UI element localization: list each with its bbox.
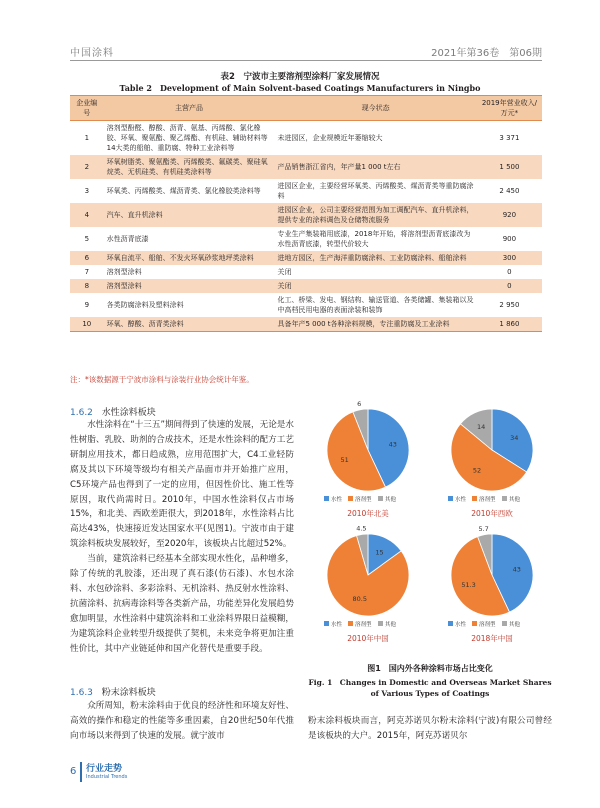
cell-revenue: 0 [477, 279, 542, 293]
cell-status: 产品销售浙江省内，年产量1 000 t左右 [275, 155, 477, 179]
cell-product: 汽车、直升机涂料 [104, 203, 275, 227]
table-note: 注：*该数据源于宁波市涂料与涂装行业协会统计年鉴。 [70, 375, 254, 384]
cell-product: 环氧树脂类、聚氨酯类、丙烯酸类、氟碳类、聚硅氧烷类、无机硅类、有机硅类涂料等 [104, 155, 275, 179]
paragraph: 众所周知，粉末涂料由于优良的经济性和环境友好性、高效的操作和稳定的性能等多重因素，自20世纪50年代推向市场以来得到了快速的发展。就宁波市 [70, 701, 294, 741]
legend-label: 其他 [385, 497, 397, 503]
figure-caption-cn: 图1 国内外各种涂料市场占比变化 [367, 664, 493, 673]
pie-chart [448, 525, 533, 643]
pie-chart [448, 409, 533, 518]
cell-no: 10 [70, 317, 104, 332]
cell-product: 溶剂型涂料 [104, 265, 275, 279]
cell-product: 溶剂型酚醛、醇酸、沥青、氨基、丙烯酸、氯化橡胶、环氧、聚氨酯、聚乙烯酯、有机硅、辅助材料等14大类的船舶、重防腐、特种工业涂料等 [104, 121, 275, 156]
section-number: 1.6.3 [70, 688, 93, 698]
paragraph: 水性涂料在“十三五”期间得到了快速的发展，无论是水性树脂、乳胶、助剂的合成技术，还是水性涂料的配方工艺研制应用技术，都日趋成熟，应用范围扩大，C4工业轻防腐及其以下环境等级均有相关产品面市并开始推广应用，C5环境产品也得到了一定的应用，但因性价比、施工性等原因，取代尚需时日。2010年，中国水性涂料仅占市场15%，和北美、西欧差距很大，到2018年，水性涂料占比高达43%，快速接近发达国家水平(见图1)。宁波市由于建筑涂料板块发展较好，至2020年，该板块占比超过52%。 [70, 420, 294, 550]
legend-label: 溶剂型 [479, 497, 496, 503]
paragraph: 当前，建筑涂料已经基本全部实现水性化，品种增多，除了传统的乳胶漆，还出现了真石漆(仿石漆)、水包水涂料、水包砂涂料、多彩涂料、无机涂料、热反射水性涂料、抗菌涂料、抗病毒涂料等各类新产品，功能差异化发展趋势愈加明显，水性涂料中建筑涂料和工业涂料界限日益模糊，为建筑涂料企业转型升级提供了契机，未来竞争将更加注重性价比，其中产业链延伸和国产化替代是重要手段。 [70, 554, 294, 654]
section-heading-163 [70, 685, 156, 698]
pie-title: 2010年西欧 [471, 509, 513, 518]
legend-label: 其他 [509, 497, 521, 503]
table-row [70, 293, 542, 317]
section-162-body [70, 418, 294, 657]
legend-swatch [448, 621, 453, 626]
slice-label: 51.3 [461, 580, 476, 589]
figure-caption-en-line2: of Various Types of Coatings [370, 689, 490, 698]
section-163-body [70, 699, 294, 744]
cell-no: 4 [70, 203, 104, 227]
slice-label: 43 [388, 440, 397, 449]
pie-chart [324, 400, 409, 518]
cell-revenue: 3 371 [477, 121, 542, 156]
paragraph: 粉末涂料板块而言，阿克苏诺贝尔粉末涂料(宁波)有限公司曾经是该板块的大户。2015年，阿克苏诺贝尔 [308, 716, 552, 741]
cell-status: 化工、桥梁、发电、钢结构、输送管道、各类储罐、集装箱以及中高档民用电器的表面涂装和装饰 [275, 293, 477, 317]
cell-no: 6 [70, 251, 104, 265]
legend-label: 溶剂型 [355, 622, 372, 628]
col-header-product: 主营产品 [104, 96, 275, 121]
legend-swatch [502, 496, 507, 501]
legend-label: 其他 [509, 622, 521, 628]
slice-label: 43 [512, 565, 521, 574]
legend-swatch [348, 496, 353, 501]
cell-no: 5 [70, 227, 104, 251]
cell-product: 环氧类、丙烯酸类、煤沥青类、氯化橡胶类涂料等 [104, 179, 275, 203]
pie-title: 2010年中国 [347, 634, 389, 643]
cell-status: 具备年产5 000 t各种涂料规模，专注重防腐及工业涂料 [275, 317, 477, 332]
table-row [70, 279, 542, 293]
table-row [70, 265, 542, 279]
slice-label: 14 [477, 422, 486, 431]
cell-status: 进地方园区，生产海洋重防腐涂料、工业防腐涂料、船舶涂料 [275, 251, 477, 265]
slice-label: 5.7 [478, 524, 489, 533]
table-row [70, 155, 542, 179]
section-title: 水性涂料板块 [101, 408, 156, 418]
table-row [70, 317, 542, 332]
cell-revenue: 0 [477, 265, 542, 279]
cell-no: 3 [70, 179, 104, 203]
pie-chart [324, 524, 409, 643]
cell-status: 关闭 [275, 265, 477, 279]
slice-label: 51 [340, 456, 349, 465]
footer-bar [80, 762, 82, 782]
legend-swatch [324, 496, 329, 501]
cell-product: 各类防腐涂料及塑料涂料 [104, 293, 275, 317]
slice-label: 4.5 [356, 524, 367, 533]
legend-swatch [502, 621, 507, 626]
cell-product: 环氧自流平、船舶、不发火环氧砂浆地坪类涂料 [104, 251, 275, 265]
section-heading-162 [70, 405, 156, 418]
slice-label: 80.5 [352, 595, 368, 604]
legend-swatch [472, 496, 477, 501]
section-title: 粉末涂料板块 [101, 688, 156, 698]
cell-no: 9 [70, 293, 104, 317]
legend-swatch [378, 496, 383, 501]
legend-label: 水性 [455, 622, 467, 628]
cell-revenue: 300 [477, 251, 542, 265]
slice-label: 52 [472, 466, 482, 475]
legend-swatch [348, 621, 353, 626]
header-rule [70, 60, 542, 61]
cell-status: 进园区企业，公司主要经营范围为加工调配汽车、直升机涂料，提供专业的涂料调色及仓储物流服务 [275, 203, 477, 227]
legend-label: 水性 [455, 497, 467, 503]
cell-status: 进园区企业，主要经营环氧类、丙烯酸类、煤沥青类等重防腐涂料 [275, 179, 477, 203]
legend-label: 水性 [331, 622, 343, 628]
page-number: 6 [70, 766, 77, 777]
slice-label: 34 [510, 433, 519, 442]
cell-product: 水性沥青底漆 [104, 227, 275, 251]
col-header-status: 现今状态 [275, 96, 477, 121]
pie-charts [306, 400, 556, 660]
cell-product: 环氧、醇酸、沥青类涂料 [104, 317, 275, 332]
cell-no: 8 [70, 279, 104, 293]
table-caption-en: Table 2 Development of Main Solvent-based Coatings Manufacturers in Ningbo [119, 83, 481, 93]
cell-status: 未进园区，企业规模近年萎缩较大 [275, 121, 477, 156]
right-column-body [308, 714, 552, 744]
footer-section-cn: 行业走势 [86, 764, 123, 774]
footer-section-en: Industrial Trends [86, 774, 128, 780]
table-row [70, 121, 542, 156]
legend-label: 溶剂型 [479, 622, 496, 628]
cell-no: 7 [70, 265, 104, 279]
legend-swatch [472, 621, 477, 626]
figure-caption-en [308, 677, 552, 699]
legend-label: 其他 [385, 622, 397, 628]
cell-revenue: 2 950 [477, 293, 542, 317]
legend-swatch [448, 496, 453, 501]
legend-swatch [324, 621, 329, 626]
table-row [70, 227, 542, 251]
table-row [70, 251, 542, 265]
manufacturers-table [70, 95, 542, 332]
journal-name: 中国涂料 [70, 48, 114, 59]
cell-status: 专业生产集装箱用底漆，2018年开始，将溶剂型沥青底漆改为水性沥青底漆，转型代价较大 [275, 227, 477, 251]
cell-revenue: 1 860 [477, 317, 542, 332]
cell-no: 2 [70, 155, 104, 179]
table-row [70, 179, 542, 203]
issue-info: 2021年第36卷 第06期 [431, 48, 542, 59]
table-caption-cn: 表2 宁波市主要溶剂型涂料厂家发展情况 [220, 72, 380, 82]
legend-label: 水性 [331, 497, 343, 503]
cell-no: 1 [70, 121, 104, 156]
cell-revenue: 920 [477, 203, 542, 227]
cell-revenue: 2 450 [477, 179, 542, 203]
legend-label: 溶剂型 [355, 497, 372, 503]
cell-revenue: 900 [477, 227, 542, 251]
col-header-revenue: 2019年营业收入/万元* [477, 96, 542, 121]
table-row [70, 203, 542, 227]
pie-title: 2018年中国 [471, 634, 513, 643]
pie-title: 2010年北美 [347, 509, 389, 518]
section-number: 1.6.2 [70, 408, 93, 418]
slice-label: 15 [375, 548, 384, 557]
figure-caption-en-line1: Fig. 1 Changes in Domestic and Overseas Market Shares [308, 678, 552, 687]
col-header-no: 企业编号 [70, 96, 104, 121]
legend-swatch [378, 621, 383, 626]
figure-1 [306, 400, 556, 660]
cell-product: 溶剂型涂料 [104, 279, 275, 293]
cell-revenue: 1 500 [477, 155, 542, 179]
slice-label: 6 [357, 400, 362, 408]
cell-status: 关闭 [275, 279, 477, 293]
